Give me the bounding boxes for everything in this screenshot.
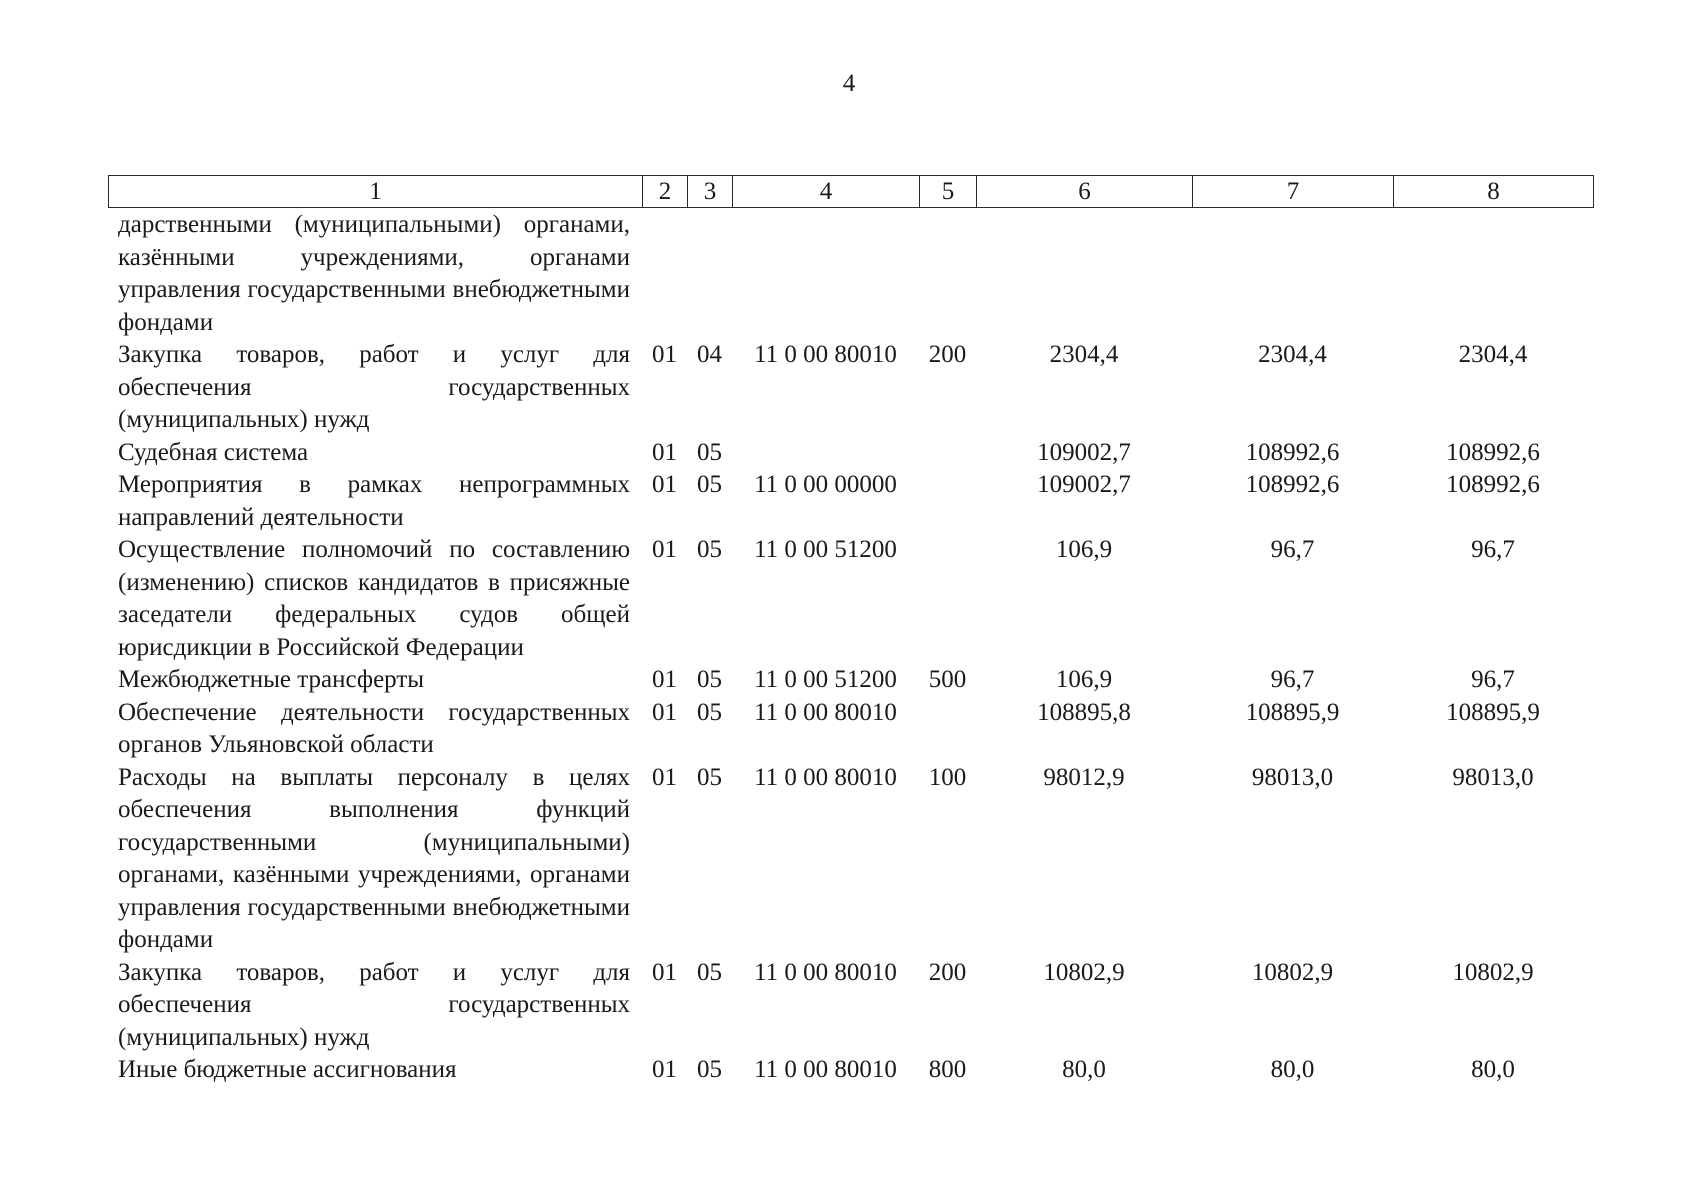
row-name: Мероприятия в рамках непрограммных направлений деятельности <box>118 471 630 531</box>
row-amount-col7: 10802,9 <box>1251 958 1334 986</box>
row-section-code <box>642 209 687 339</box>
budget-table <box>108 209 1593 1087</box>
row-amount-col8: 108992,6 <box>1446 438 1540 466</box>
row-expense-type-code: 100 <box>928 763 967 791</box>
row-section-code: 01 <box>652 1056 677 1083</box>
row-amount-col6: 109002,7 <box>1037 438 1131 466</box>
row-amount-col6: 106,9 <box>1055 666 1113 693</box>
column-header-7: 7 <box>1193 176 1394 208</box>
row-amount-col6: 106,9 <box>1055 536 1113 563</box>
row-subsection-code: 04 <box>697 341 722 368</box>
row-amount-col7: 2304,4 <box>1258 341 1327 368</box>
budget-table-body <box>108 209 1593 1087</box>
row-target-article-code: 11 0 00 80010 <box>754 958 897 986</box>
table-row <box>108 437 1593 470</box>
row-target-article-code: 11 0 00 80010 <box>754 1056 897 1083</box>
row-amount-col8: 10802,9 <box>1452 958 1534 986</box>
row-section-code: 01 <box>652 438 677 466</box>
table-row <box>108 697 1593 762</box>
row-amount-col8: 108992,6 <box>1446 471 1540 498</box>
row-amount-col7: 80,0 <box>1270 1056 1315 1083</box>
column-header-2: 2 <box>643 176 688 208</box>
row-subsection-code: 05 <box>697 536 722 563</box>
row-amount-col7: 108895,9 <box>1245 698 1340 726</box>
row-name: Иные бюджетные ассигнования <box>118 1056 457 1083</box>
row-expense-type-code: 200 <box>928 958 967 986</box>
row-target-article-code: 11 0 00 80010 <box>754 341 897 368</box>
row-target-article-code <box>732 209 919 339</box>
row-subsection-code: 05 <box>697 1056 722 1083</box>
table-row <box>108 762 1593 957</box>
row-target-article-code: 11 0 00 80010 <box>754 763 897 791</box>
row-subsection-code: 05 <box>697 698 722 726</box>
column-header-1: 1 <box>109 176 643 208</box>
row-section-code: 01 <box>652 471 677 498</box>
table-row <box>108 339 1593 437</box>
row-amount-col7: 96,7 <box>1270 536 1315 563</box>
row-amount-col7: 108992,6 <box>1245 471 1340 498</box>
row-subsection-code: 05 <box>697 438 722 466</box>
column-header-3: 3 <box>688 176 733 208</box>
row-name: Межбюджетные трансферты <box>118 666 425 693</box>
column-header-8: 8 <box>1394 176 1594 208</box>
row-target-article-code: 11 0 00 00000 <box>754 471 897 498</box>
row-amount-col7 <box>1192 209 1393 339</box>
column-header-4: 4 <box>733 176 920 208</box>
row-amount-col6 <box>976 209 1192 339</box>
row-amount-col8: 98013,0 <box>1452 763 1534 791</box>
row-amount-col7: 108992,6 <box>1245 438 1340 466</box>
row-expense-type-code: 800 <box>928 1056 967 1083</box>
row-expense-type-code <box>919 534 976 664</box>
row-amount-col8: 96,7 <box>1471 536 1515 563</box>
row-section-code: 01 <box>652 341 677 368</box>
row-section-code: 01 <box>652 958 677 986</box>
row-expense-type-code <box>919 437 976 470</box>
row-subsection-code: 05 <box>697 763 722 791</box>
page-number: 4 <box>842 70 856 97</box>
row-expense-type-code: 500 <box>928 666 967 693</box>
row-subsection-code: 05 <box>697 471 722 498</box>
row-amount-col6: 80,0 <box>1062 1056 1106 1083</box>
row-amount-col8: 2304,4 <box>1458 341 1528 368</box>
row-name: дарственными (муниципальными) органами, казёнными учреждениями, органами управления государственными внебюджетными фондами <box>118 211 630 336</box>
column-header-6: 6 <box>977 176 1193 208</box>
row-amount-col7: 98013,0 <box>1251 763 1334 791</box>
row-target-article-code: 11 0 00 80010 <box>754 698 897 726</box>
row-amount-col6: 108895,8 <box>1037 698 1131 726</box>
row-expense-type-code <box>919 209 976 339</box>
row-section-code: 01 <box>652 666 677 693</box>
row-section-code: 01 <box>652 763 677 791</box>
row-amount-col8: 96,7 <box>1471 666 1515 693</box>
table-row <box>108 1054 1593 1087</box>
row-section-code: 01 <box>652 536 677 563</box>
column-header-table <box>108 175 1594 208</box>
column-header-5: 5 <box>920 176 977 208</box>
row-section-code: 01 <box>652 698 677 726</box>
row-target-article-code <box>732 437 919 470</box>
table-row <box>108 957 1593 1055</box>
row-amount-col6: 10802,9 <box>1043 958 1125 986</box>
table-row <box>108 209 1593 339</box>
row-amount-col8 <box>1393 209 1593 339</box>
row-name: Судебная система <box>118 438 309 466</box>
column-header-row <box>109 176 1594 208</box>
row-expense-type-code: 200 <box>928 341 967 368</box>
row-name: Осуществление полномочий по составлению (изменению) списков кандидатов в присяжные заседатели федеральных судов общей юрисдикции в Российской Федерации <box>118 536 630 661</box>
row-subsection-code: 05 <box>697 666 722 693</box>
row-subsection-code: 05 <box>697 958 722 986</box>
row-amount-col6: 109002,7 <box>1037 471 1131 498</box>
row-target-article-code: 11 0 00 51200 <box>754 536 897 563</box>
row-amount-col6: 98012,9 <box>1043 763 1125 791</box>
table-row <box>108 469 1593 534</box>
row-amount-col8: 80,0 <box>1471 1056 1515 1083</box>
row-expense-type-code <box>919 697 976 762</box>
row-amount-col7: 96,7 <box>1270 666 1315 693</box>
row-name: Обеспечение деятельности государственных органов Ульяновской области <box>118 698 630 758</box>
row-name: Закупка товаров, работ и услуг для обеспечения государственных (муниципальных) нужд <box>118 958 630 1051</box>
table-row <box>108 534 1593 664</box>
row-expense-type-code <box>919 469 976 534</box>
row-name: Расходы на выплаты персоналу в целях обеспечения выполнения функций государственными (муниципальными) органами, казёнными учреждениями, органами управления государственными внебюджетными фондами <box>118 763 630 953</box>
row-target-article-code: 11 0 00 51200 <box>754 666 897 693</box>
row-amount-col8: 108895,9 <box>1446 698 1540 726</box>
table-row <box>108 664 1593 697</box>
row-amount-col6: 2304,4 <box>1049 341 1119 368</box>
row-subsection-code <box>687 209 732 339</box>
row-name: Закупка товаров, работ и услуг для обеспечения государственных (муниципальных) нужд <box>118 341 630 433</box>
